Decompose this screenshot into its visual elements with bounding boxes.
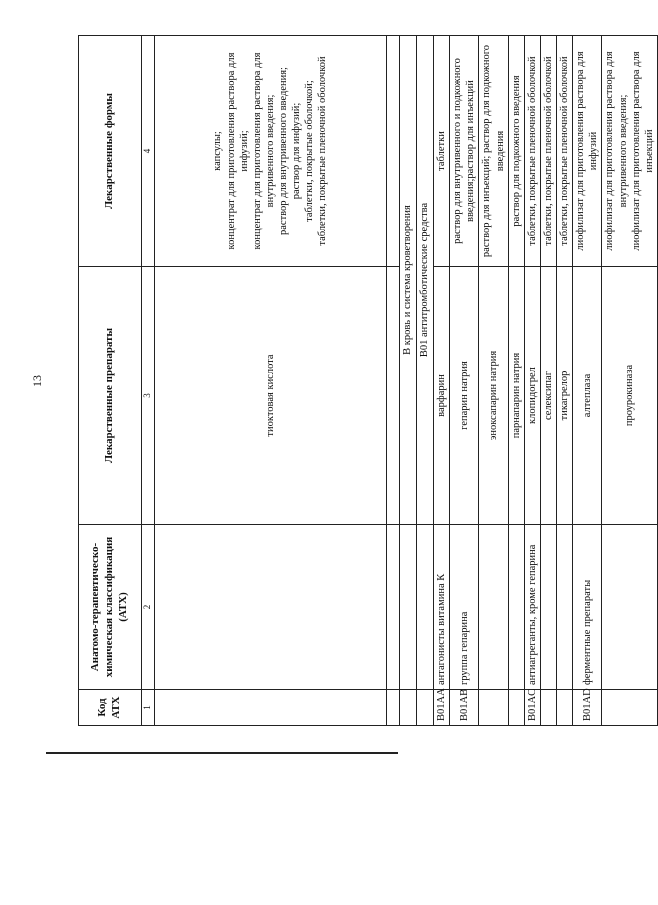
table-row [524,36,540,726]
table-row [508,36,524,726]
atc-class [479,525,508,690]
atc-class [602,525,658,690]
dosage-form: таблетки, покрытые оболочкой; [304,80,316,222]
dosage-form: капсулы; [212,131,224,171]
header-klass: Анатомо-терапевтическо-химическая классификация (АТХ) [79,525,142,690]
empty-cell [400,525,417,690]
dosage-form: таблетки, покрытые пленочной оболочкой [317,56,329,246]
table-row [450,36,479,726]
rotated-page [30,36,655,726]
drug-table [78,35,658,726]
drug-name: эноксапарин натрия [479,267,508,525]
dosage-form: таблетки [436,131,447,171]
dosage-form: раствор для подкожного введения [510,75,522,227]
dosage-form: лиофилизат для приготовления раствора для внутривенного введения; [604,51,629,251]
drug-name: селексипаг [540,267,556,525]
table-row [540,36,556,726]
drug-name: парнапарин натрия [508,267,524,525]
dosage-form: лиофилизат для приготовления раствора для инфузий [575,51,600,251]
column-number: 2 [142,525,155,690]
header-drugs: Лекарственные препараты [79,267,142,525]
dosage-forms [434,36,450,267]
table-row [602,36,658,726]
column-number: 3 [142,267,155,525]
atc-code [508,690,524,726]
drug-name: тикагрелор [557,267,573,525]
dosage-form: раствор для инъекций; раствор для подкожного введения [481,44,506,258]
drug-name: проурокиназа [602,267,658,525]
atc-class [155,525,387,690]
atc-code [155,690,387,726]
empty-cell [387,36,400,267]
atc-class: группа гепарина [450,525,479,690]
atc-code: B01AD [573,690,602,726]
dosage-forms [557,36,573,267]
header-forms: Лекарственные формы [79,36,142,267]
table-row [434,36,450,726]
dosage-forms [540,36,556,267]
drug-name: тиоктовая кислота [155,267,387,525]
empty-cell [387,525,400,690]
dosage-form: таблетки, покрытые пленочной оболочкой [526,56,538,246]
table-row [573,36,602,726]
atc-class: ферментные препараты [573,525,602,690]
section-title: B кровь и система кроветворения [400,36,417,525]
dosage-form: таблетки, покрытые пленочной оболочкой [559,56,570,246]
dosage-form: концентрат для приготовления раствора для инфузий; [225,52,250,250]
table-row [557,36,573,726]
column-number-row [142,36,155,726]
dosage-forms [450,36,479,267]
atc-code [602,690,658,726]
dosage-forms [573,36,602,267]
column-number: 1 [142,690,155,726]
table-row-section [417,36,434,726]
table-row-empty [387,36,400,726]
dosage-form: раствор для внутривенного введения; [278,67,290,235]
dosage-form: раствор для внутривенного и подкожного введения;раствор для инъекций [452,58,477,244]
dosage-form: раствор для инфузий; [291,102,303,200]
empty-cell [387,267,400,525]
atc-code: B01AA [434,690,450,726]
table-body [155,36,658,726]
dosage-forms [508,36,524,267]
column-number: 4 [142,36,155,267]
atc-class: антиагреганты, кроме гепарина [524,525,540,690]
atc-code: B01AC [524,690,540,726]
empty-cell [387,690,400,726]
atc-code: B01AB [450,690,479,726]
dosage-form: таблетки, покрытые пленочной оболочкой [542,56,554,246]
atc-class [557,525,573,690]
dosage-form: лиофилизат для приготовления раствора для инъекций [630,51,655,251]
empty-cell [417,690,434,726]
page-number: 13 [30,375,44,387]
dosage-forms [602,36,658,267]
drug-name: алтеплаза [573,267,602,525]
table-row [479,36,508,726]
atc-code [557,690,573,726]
dosage-forms [479,36,508,267]
atc-class [540,525,556,690]
section-title: B01 антитромботические средства [417,36,434,525]
drug-name: клопидогрел [524,267,540,525]
atc-class [508,525,524,690]
dosage-forms [524,36,540,267]
header-row [79,36,142,726]
dosage-form: концентрат для приготовления раствора для внутривенного введения; [251,52,276,250]
atc-code [479,690,508,726]
header-code: Код АТХ [79,690,142,726]
atc-code [540,690,556,726]
drug-name: гепарин натрия [450,267,479,525]
table-row-section [400,36,417,726]
atc-class: антагонисты витамина К [434,525,450,690]
empty-cell [417,525,434,690]
table-row [155,36,387,726]
empty-cell [400,690,417,726]
drug-name: варфарин [434,267,450,525]
footer-rule [46,752,398,754]
dosage-forms [155,36,387,267]
